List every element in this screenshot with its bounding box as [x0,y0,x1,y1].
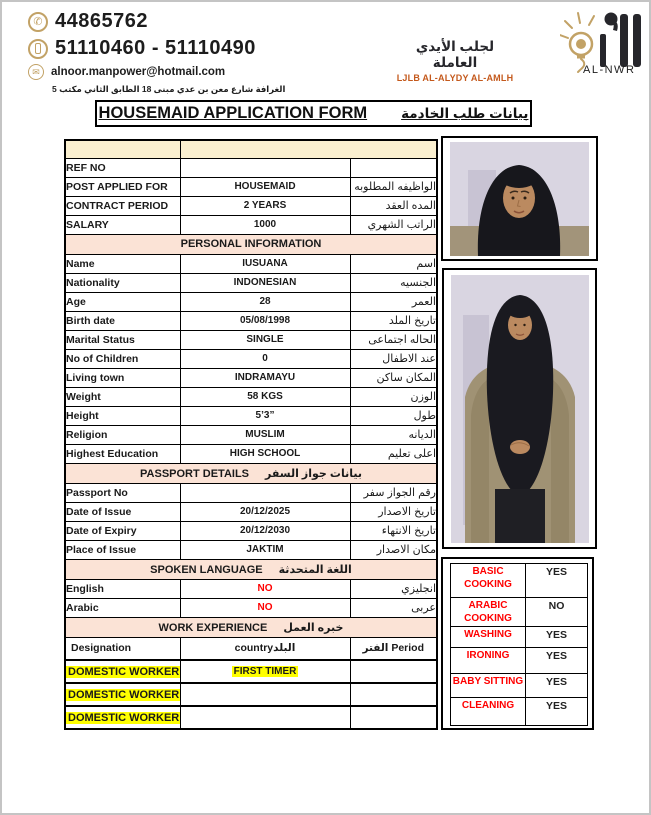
field-label-arabic: تاريخ الاصدار [350,502,437,521]
skill-name: BASIC COOKING [451,564,526,598]
field-label: No of Children [65,349,180,368]
applicant-photo-headshot [441,136,598,261]
envelope-icon: ✉ [28,64,44,80]
form-row-27 [65,660,437,683]
field-value: JAKTIM [180,540,350,559]
field-label-arabic: الراتب الشهري [350,215,437,234]
section-header [65,559,437,579]
we-period-cell [350,706,437,729]
mobile-number: 51110460 - 51110490 [55,37,256,59]
cream-cell-left [65,140,180,158]
field-value: IUSUANA [180,254,350,273]
field-label: Arabic [65,598,180,617]
field-value: HOUSEMAID [180,177,350,196]
field-label-arabic: عند الاطفال [350,349,437,368]
landline-row [28,10,285,33]
skill-value: YES [526,674,588,698]
field-label: Nationality [65,273,180,292]
skill-value: NO [526,598,588,627]
landline-number: 44865762 [55,10,148,32]
form-row-14 [65,406,437,425]
company-name-arabic: لجلب الأيدي العاملة [415,39,495,70]
field-value [180,158,350,177]
field-label-arabic: العمر [350,292,437,311]
we-col-country [180,637,350,660]
field-label-arabic: الديانه [350,425,437,444]
form-row-23 [65,579,437,598]
field-label-arabic: المده العقد [350,196,437,215]
field-value: 20/12/2025 [180,502,350,521]
field-label: CONTRACT PERIOD [65,196,180,215]
field-label-arabic: اسم [350,254,437,273]
field-label: Passport No [65,483,180,502]
field-value: 20/12/2030 [180,521,350,540]
section-title-ar: اللغة المتحدثة [278,563,352,576]
form-row-28 [65,683,437,706]
field-value: 05/08/1998 [180,311,350,330]
applicant-photo-fullbody [442,268,597,549]
form-row-0 [65,140,437,158]
form-row-7 [65,273,437,292]
field-label: Religion [65,425,180,444]
form-row-4 [65,215,437,234]
form-row-21 [65,540,437,559]
form-row-19 [65,502,437,521]
section-title-en: WORK EXPERIENCE [158,621,268,634]
field-label-arabic: الحاله اجتماعى [350,330,437,349]
skill-row-3 [451,648,588,674]
field-label-arabic: الوزن [350,387,437,406]
section-header [65,234,437,254]
form-row-11 [65,349,437,368]
we-col-designation: Designation [65,637,180,660]
form-row-2 [65,177,437,196]
form-row-10 [65,330,437,349]
field-value: 28 [180,292,350,311]
we-period-en: Period [391,642,425,655]
field-value: 1000 [180,215,350,234]
we-designation-cell [65,683,180,706]
field-label: Place of Issue [65,540,180,559]
email-address: alnoor.manpower@hotmail.com [51,66,226,78]
contact-block [28,10,285,95]
section-title-ar: خبره العمل [283,621,344,634]
field-value: 58 KGS [180,387,350,406]
form-row-15 [65,425,437,444]
field-label: REF NO [65,158,180,177]
field-value: 2 YEARS [180,196,350,215]
field-label: Weight [65,387,180,406]
field-label-arabic: انجليزي [350,579,437,598]
form-row-6 [65,254,437,273]
office-address-arabic: الغرافة شارع معن بن عدي مبنى 18 الطابق الثاني مكتب 5 [52,84,286,94]
skill-value: YES [526,564,588,598]
we-country-ar: البلد [273,642,296,655]
field-label-arabic: تاريخ الانتهاء [350,521,437,540]
we-designation-value: DOMESTIC WORKER [68,665,180,678]
we-country-value: FIRST TIMER [233,666,297,677]
field-label-arabic: الواظيفه المطلوبه [350,177,437,196]
field-value: MUSLIM [180,425,350,444]
field-label: Birth date [65,311,180,330]
field-label-arabic: رقم الجواز سفر [350,483,437,502]
field-value: INDRAMAYU [180,368,350,387]
we-period-cell [350,660,437,683]
field-label-arabic: الجنسيه [350,273,437,292]
field-value: NO [180,579,350,598]
company-name-latin: LJLB AL-ALYDY AL-AMLH [396,73,514,83]
we-period-ar: الفتر [362,642,392,655]
phone-icon: ✆ [28,12,48,32]
form-row-5 [65,234,437,254]
field-label-arabic: مكان الاصدار [350,540,437,559]
skill-name: CLEANING [451,698,526,726]
field-label-arabic: طول [350,406,437,425]
section-title-en: SPOKEN LANGUAGE [150,563,263,576]
section-header [65,463,437,483]
application-table [64,139,438,730]
logo-wordmark: AL-NWR [583,64,636,76]
field-value [180,483,350,502]
form-row-26 [65,637,437,660]
skill-value: YES [526,627,588,648]
field-label: SALARY [65,215,180,234]
field-label-arabic: اعلى تعليم [350,444,437,463]
field-label: Age [65,292,180,311]
skill-name: WASHING [451,627,526,648]
form-row-3 [65,196,437,215]
section-title-en: PASSPORT DETAILS [140,467,250,480]
skill-value: YES [526,698,588,726]
form-row-8 [65,292,437,311]
form-row-25 [65,617,437,637]
field-value: 0 [180,349,350,368]
we-country-en: country [234,642,274,655]
skill-row-4 [451,674,588,698]
form-row-20 [65,521,437,540]
field-label-arabic [350,158,437,177]
form-title-arabic: بيانات طلب الخادمة [401,105,529,121]
field-label: Height [65,406,180,425]
field-label-arabic: عربى [350,598,437,617]
form-row-29 [65,706,437,729]
form-row-18 [65,483,437,502]
skill-value: YES [526,648,588,674]
we-designation-value: DOMESTIC WORKER [68,688,180,701]
skill-row-1 [451,598,588,627]
form-title-box [95,100,532,127]
field-label: Highest Education [65,444,180,463]
section-header [65,617,437,637]
we-period-cell [350,683,437,706]
skill-row-2 [451,627,588,648]
we-designation-value: DOMESTIC WORKER [68,711,180,724]
field-label: Date of Issue [65,502,180,521]
we-designation-cell [65,660,180,683]
section-title-en: PERSONAL INFORMATION [180,238,322,250]
skill-name: ARABIC COOKING [451,598,526,627]
field-label: Marital Status [65,330,180,349]
mobile-phone-icon [28,39,48,59]
field-value: INDONESIAN [180,273,350,292]
company-block [395,39,515,83]
skill-name: IRONING [451,648,526,674]
field-value: SINGLE [180,330,350,349]
field-label: POST APPLIED FOR [65,177,180,196]
skill-row-0 [451,564,588,598]
section-title-ar: بيانات جواز السفر [265,467,362,480]
email-row [28,64,285,80]
form-row-1 [65,158,437,177]
mobile-row [28,37,285,60]
form-row-24 [65,598,437,617]
field-label: Living town [65,368,180,387]
application-table-wrap [64,139,438,730]
form-row-9 [65,311,437,330]
cream-cell-right [180,140,437,158]
form-row-22 [65,559,437,579]
field-label-arabic: المكان ساكن [350,368,437,387]
field-value: HIGH SCHOOL [180,444,350,463]
skills-table-box [441,557,594,730]
we-country-cell [180,706,350,729]
we-designation-cell [65,706,180,729]
field-value: 5’3” [180,406,350,425]
skill-row-5 [451,698,588,726]
field-value: NO [180,598,350,617]
form-title-english: HOUSEMAID APPLICATION FORM [98,104,368,122]
field-label: Date of Expiry [65,521,180,540]
form-row-16 [65,444,437,463]
field-label: English [65,579,180,598]
skill-name: BABY SITTING [451,674,526,698]
we-country-cell [180,660,350,683]
we-country-cell [180,683,350,706]
form-row-12 [65,368,437,387]
form-row-17 [65,463,437,483]
field-label-arabic: تاريخ الملد [350,311,437,330]
form-row-13 [65,387,437,406]
we-col-period [350,637,437,660]
skills-table [450,563,588,726]
field-label: Name [65,254,180,273]
